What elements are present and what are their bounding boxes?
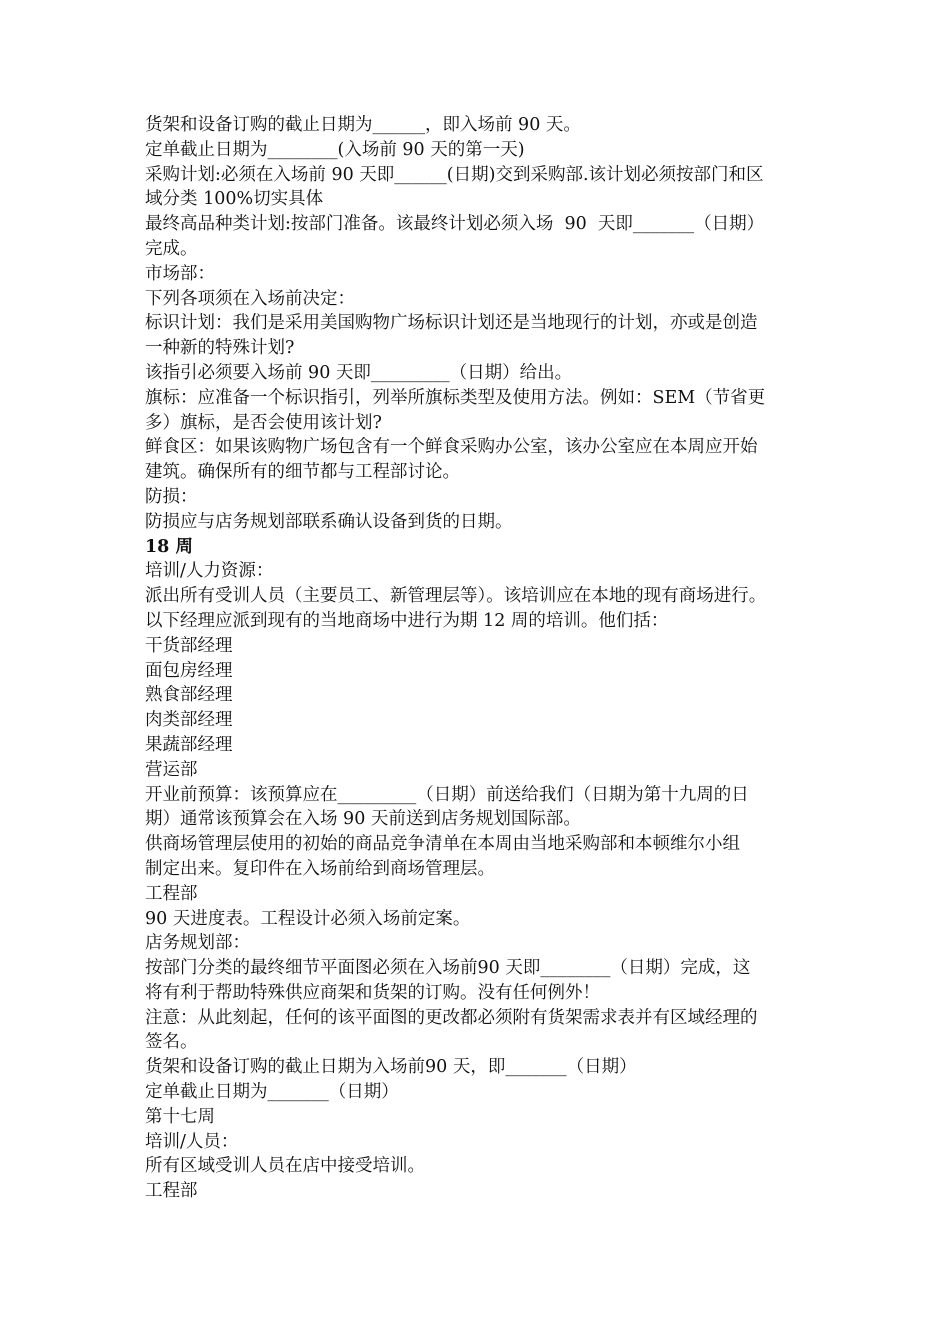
text-line: 签名。 bbox=[145, 1032, 198, 1053]
section-heading: 培训/人员： bbox=[145, 1131, 239, 1152]
text-line: 标识计划：我们是采用美国购物广场标识计划还是当地现行的计划，亦或是创造 bbox=[145, 313, 758, 334]
text-line: 一种新的特殊计划? bbox=[145, 338, 295, 359]
section-heading: 防损： bbox=[145, 486, 198, 507]
text-line: 所有区域受训人员在店中接受培训。 bbox=[145, 1156, 425, 1177]
week-heading: 18 周 bbox=[145, 536, 193, 557]
section-heading: 工程部 bbox=[145, 1181, 198, 1202]
text-line: 定单截止日期为_______（日期） bbox=[145, 1082, 399, 1103]
text-line: 建筑。确保所有的细节都与工程部讨论。 bbox=[145, 462, 460, 483]
section-heading: 营运部 bbox=[145, 759, 198, 780]
text-line: 鲜食区：如果该购物广场包含有一个鲜食采购办公室，该办公室应在本周应开始 bbox=[145, 437, 758, 458]
list-item: 肉类部经理 bbox=[145, 710, 233, 731]
section-heading: 工程部 bbox=[145, 883, 198, 904]
text-line: 防损应与店务规划部联系确认设备到货的日期。 bbox=[145, 511, 513, 532]
week-heading: 第十七周 bbox=[145, 1106, 215, 1127]
text-line: 采购计划:必须在入场前 90 天即______(日期)交到采购部.该计划必须按部门和区 bbox=[145, 164, 764, 185]
section-heading: 店务规划部： bbox=[145, 933, 250, 954]
text-line: 供商场管理层使用的初始的商品竞争清单在本周由当地采购部和本顿维尔小组 bbox=[145, 834, 740, 855]
list-item: 熟食部经理 bbox=[145, 685, 233, 706]
text-line: 该指引必须要入场前 90 天即_________（日期）给出。 bbox=[145, 362, 573, 383]
text-line: 注意：从此刻起，任何的该平面图的更改都必须附有货架需求表并有区域经理的 bbox=[145, 1007, 758, 1028]
text-line: 域分类 100%切实具体 bbox=[145, 189, 324, 210]
text-line: 下列各项须在入场前决定： bbox=[145, 288, 355, 309]
text-line: 90 天进度表。工程设计必须入场前定案。 bbox=[145, 908, 471, 929]
section-heading: 市场部： bbox=[145, 263, 215, 284]
text-line: 派出所有受训人员（主要员工、新管理层等）。该培训应在本地的现有商场进行。 bbox=[145, 586, 767, 607]
text-line: 期）通常该预算会在入场 90 天前送到店务规划国际部。 bbox=[145, 809, 581, 830]
text-line: 定单截止日期为________(入场前 90 天的第一天) bbox=[145, 139, 525, 160]
text-line: 旗标：应准备一个标识指引，列举所旗标类型及使用方法。例如：SEM（节省更 bbox=[145, 387, 766, 408]
text-line: 制定出来。复印件在入场前给到商场管理层。 bbox=[145, 858, 495, 879]
text-line: 完成。 bbox=[145, 238, 198, 259]
text-line: 货架和设备订购的截止日期为入场前90 天，即_______（日期） bbox=[145, 1057, 637, 1078]
text-line: 将有利于帮助特殊供应商架和货架的订购。没有任何例外！ bbox=[145, 982, 600, 1003]
list-item: 干货部经理 bbox=[145, 635, 233, 656]
text-line: 按部门分类的最终细节平面图必须在入场前90 天即________（日期）完成，这 bbox=[145, 958, 751, 979]
text-line: 最终高品种类计划:按部门准备。该最终计划必须入场 90 天即_______（日期） bbox=[145, 214, 765, 235]
text-line: 开业前预算：该预算应在_________（日期）前送给我们（日期为第十九周的日 bbox=[145, 784, 749, 805]
text-line: 以下经理应派到现有的当地商场中进行为期 12 周的培训。他们括： bbox=[145, 610, 669, 631]
section-heading: 培训/人力资源： bbox=[145, 561, 274, 582]
text-line: 货架和设备订购的截止日期为______，即入场前 90 天。 bbox=[145, 115, 581, 135]
list-item: 果蔬部经理 bbox=[145, 734, 233, 755]
text-line: 多）旗标，是否会使用该计划? bbox=[145, 412, 382, 433]
list-item: 面包房经理 bbox=[145, 660, 233, 681]
document-body bbox=[145, 113, 825, 1204]
